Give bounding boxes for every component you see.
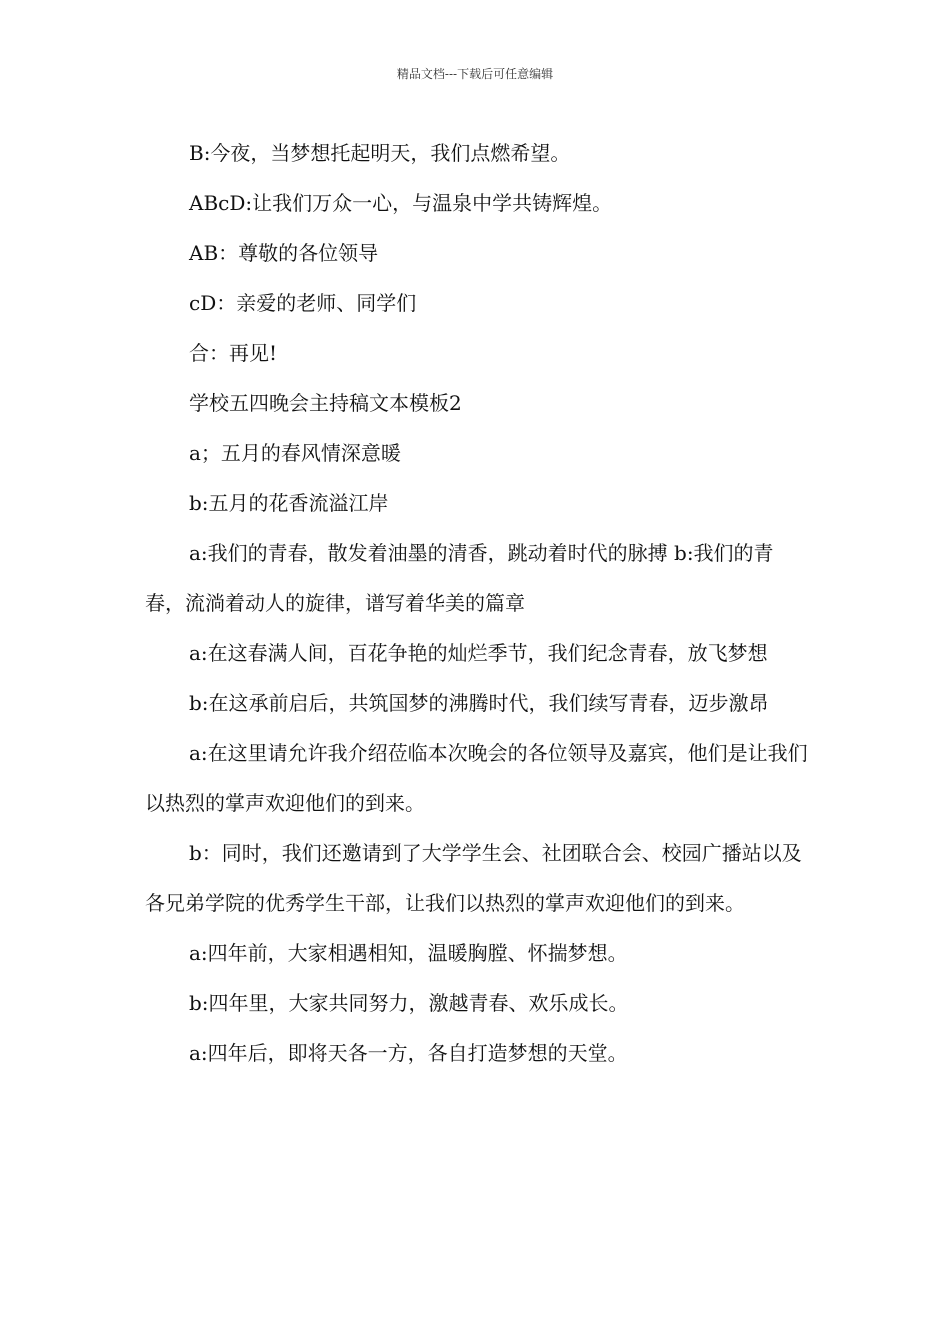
paragraph: b:四年里，大家共同努力，激越青春、欢乐成长。 xyxy=(189,991,629,1015)
paragraph: b：同时，我们还邀请到了大学学生会、社团联合会、校园广播站以及各兄弟学院的优秀学生干部，让我们以热烈的掌声欢迎他们的到来。 xyxy=(145,841,802,915)
paragraph: a:在这里请允许我介绍莅临本次晚会的各位领导及嘉宾，他们是让我们以热烈的掌声欢迎他们的到来。 xyxy=(145,741,808,815)
paragraph: cD：亲爱的老师、同学们 xyxy=(189,291,417,315)
paragraph: a:四年前，大家相遇相知，温暖胸膛、怀揣梦想。 xyxy=(189,941,628,965)
paragraph: ABcD:让我们万众一心，与温泉中学共铸辉煌。 xyxy=(189,191,613,215)
paragraph: a:四年后，即将天各一方，各自打造梦想的天堂。 xyxy=(189,1041,628,1065)
page-header: 精品文档---下载后可任意编辑 xyxy=(396,67,554,81)
paragraph: 合：再见! xyxy=(189,341,278,365)
section-title: 学校五四晚会主持稿文本模板2 xyxy=(189,391,462,415)
paragraph: B:今夜，当梦想托起明天，我们点燃希望。 xyxy=(189,141,571,165)
paragraph: b:在这承前启后，共筑国梦的沸腾时代，我们续写青春，迈步激昂 xyxy=(189,691,769,715)
paragraph: b:五月的花香流溢江岸 xyxy=(189,491,389,515)
paragraph: a；五月的春风情深意暖 xyxy=(189,441,401,465)
paragraph: a:在这春满人间，百花争艳的灿烂季节，我们纪念青春，放飞梦想 xyxy=(189,641,768,665)
paragraph: AB：尊敬的各位领导 xyxy=(189,241,379,265)
paragraph: a:我们的青春，散发着油墨的清香，跳动着时代的脉搏 b:我们的青春，流淌着动人的旋律，谱写着华美的篇章 xyxy=(145,541,774,615)
document-body xyxy=(145,128,810,1078)
